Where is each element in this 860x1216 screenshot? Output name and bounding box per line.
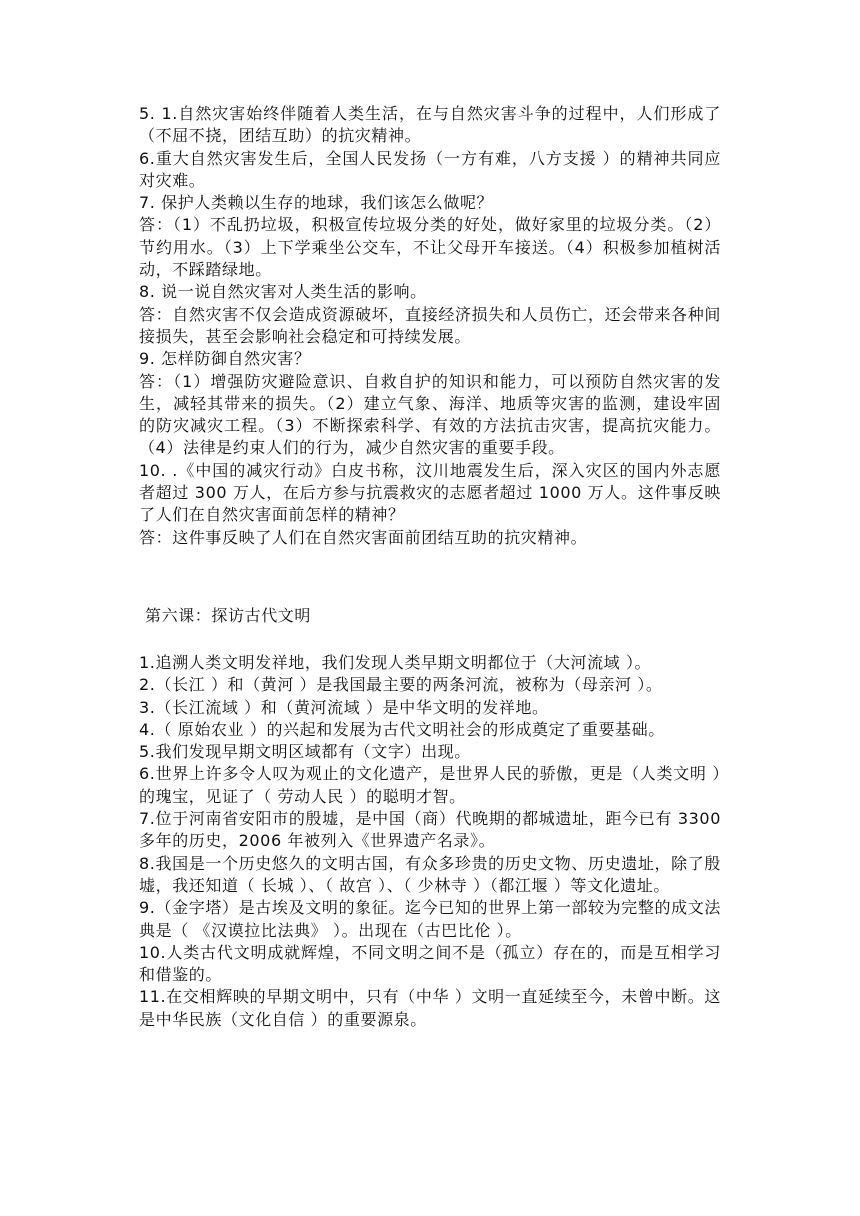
- question: 9. 怎样防御自然灾害？: [139, 349, 311, 369]
- paragraph: 5. 1.自然灾害始终伴随着人类生活，在与自然灾害斗争的过程中，人们形成了（不屈不挠，团结互助）的抗灾精神。: [139, 104, 721, 146]
- list-item: 5.我们发现早期文明区域都有（文字）出现。: [139, 742, 471, 762]
- answer: 答：这件事反映了人们在自然灾害面前团结互助的抗灾精神。: [139, 527, 588, 547]
- question: 8. 说一说自然灾害对人类生活的影响。: [139, 282, 427, 302]
- question: 10. .《中国的减灾行动》白皮书称，汶川地震发生后，深入灾区的国内外志愿者超过 300 万人，在后方参与抗震救灾的志愿者超过 1000 万人。这件事反映了人们在自然灾害面前怎样的精神？: [139, 460, 721, 525]
- question: 7. 保护人类赖以生存的地球，我们该怎么做呢？: [139, 193, 494, 213]
- lesson-six-heading: 第六课：探访古代文明: [145, 606, 312, 625]
- list-item: 3.（长江流域 ）和（黄河流域 ）是中华文明的发祥地。: [139, 697, 549, 717]
- list-item: 1.追溯人类文明发祥地，我们发现人类早期文明都位于（大河流域 ）。: [139, 653, 652, 672]
- list-item: 10.人类古代文明成就辉煌，不同文明之间不是（孤立）存在的，而是互相学习和借鉴的。: [139, 942, 721, 985]
- list-item: 6.世界上许多令人叹为观止的文化遗产，是世界人民的骄傲，更是（人类文明 ）的瑰宝，见证了（ 劳动人民 ）的聪明才智。: [139, 764, 721, 806]
- answer: 答：（1）不乱扔垃圾，积极宣传垃圾分类的好处，做好家里的垃圾分类。（2）节约用水。（3）上下学乘坐公交车，不让父母开车接送。（4）积极参加植树活动，不踩踏绿地。: [139, 215, 721, 280]
- answer: 答：（1）增强防灾避险意识、自救自护的知识和能力，可以预防自然灾害的发生，减轻其带来的损失。（2）建立气象、海洋、地质等灾害的监测，建设牢固的防灾减灾工程。（3）不断探索科学、有效的方法抗击灾害，提高抗灾能力。（4）法律是约束人们的行为，减少自然灾害的重要手段。: [139, 371, 721, 458]
- list-item: 8.我国是一个历史悠久的文明古国，有众多珍贵的历史文物、历史遗址，除了殷墟，我还知道（ 长城 ）、（ 故宫 ）、（ 少林寺 ）（都江堰 ）等文化遗址。: [139, 853, 721, 895]
- list-item: 9.（金字塔）是古埃及文明的象征。迄今已知的世界上第一部较为完整的成文法典是（ 《汉谟拉比法典》 ）。出现在（古巴比伦 ）。: [139, 898, 721, 940]
- lesson-six-items: [139, 652, 721, 1031]
- list-item: 11.在交相辉映的早期文明中，只有（中华 ）文明一直延续至今，未曾中断。这是中华民族（文化自信 ）的重要源泉。: [139, 987, 721, 1029]
- lesson-five-continued: [139, 103, 721, 549]
- list-item: 2.（长江 ）和（黄河 ）是我国最主要的两条河流，被称为（母亲河 ）。: [139, 675, 663, 695]
- list-item: 7.位于河南省安阳市的殷墟，是中国（商）代晚期的都城遗址，距今已有 3300 多年的历史，2006 年被列入《世界遗产名录》。: [139, 809, 721, 851]
- paragraph: 6.重大自然灾害发生后，全国人民发扬（一方有难，八方支援 ）的精神共同应对灾难。: [139, 148, 721, 190]
- list-item: 4.（ 原始农业 ）的兴起和发展为古代文明社会的形成奠定了重要基础。: [139, 719, 665, 739]
- answer: 答：自然灾害不仅会造成资源破坏，直接经济损失和人员伤亡，还会带来各种间接损失，甚至会影响社会稳定和可持续发展。: [139, 304, 721, 346]
